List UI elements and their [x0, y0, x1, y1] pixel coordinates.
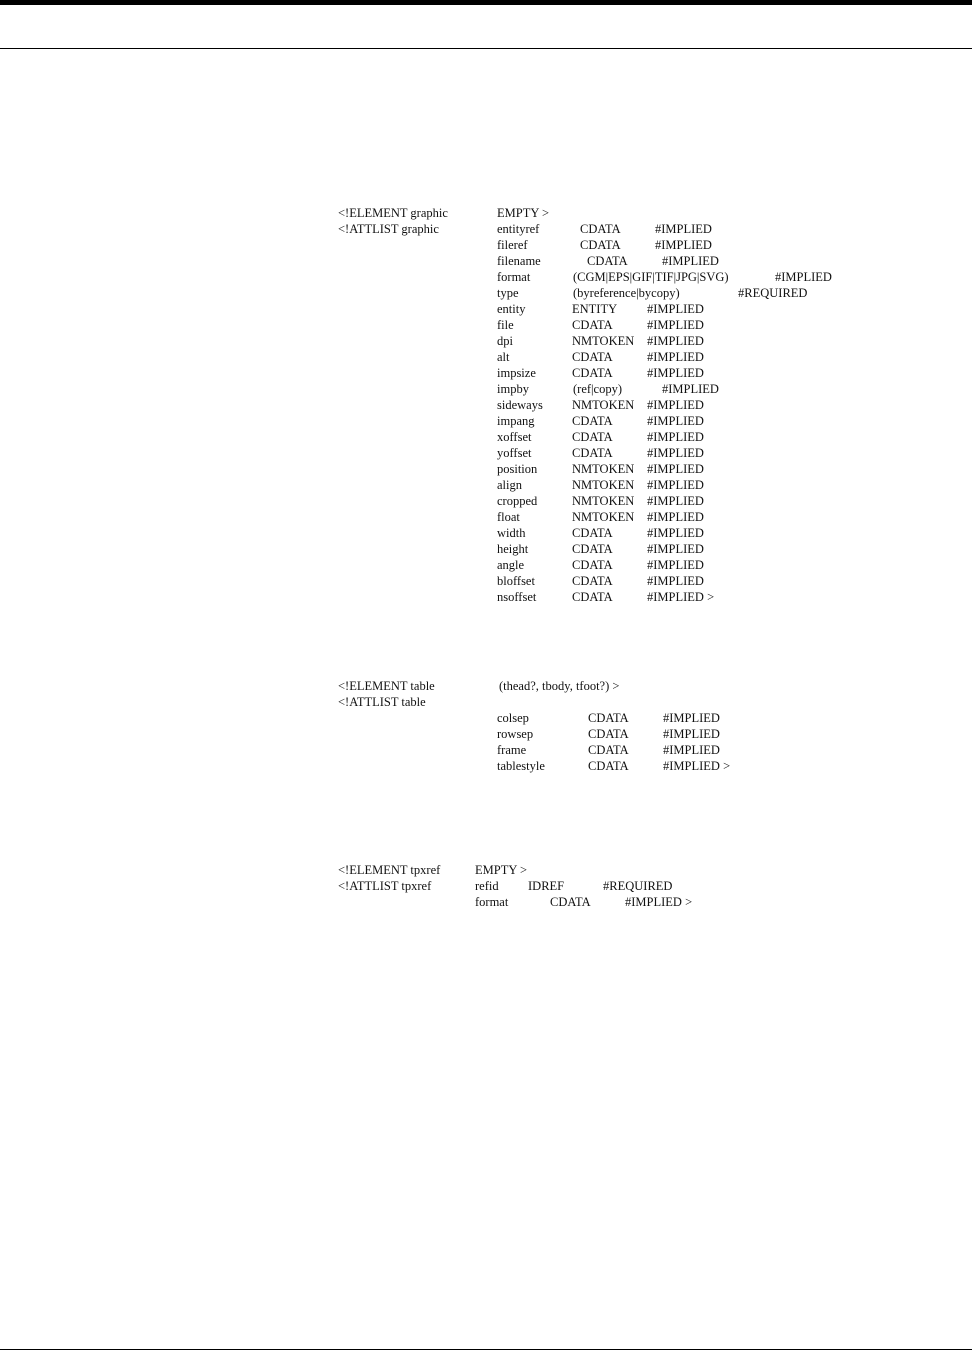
code-token: #IMPLIED: [647, 350, 704, 364]
code-token: #IMPLIED: [775, 270, 832, 284]
code-token: CDATA: [588, 727, 629, 741]
code-token: bloffset: [497, 574, 535, 588]
code-token: angle: [497, 558, 525, 572]
footer-rule: [0, 1349, 972, 1350]
code-token: #IMPLIED: [647, 430, 704, 444]
code-token: alt: [497, 350, 510, 364]
code-token: #IMPLIED: [663, 711, 720, 725]
code-token: CDATA: [550, 895, 591, 909]
code-token: format: [475, 895, 509, 909]
code-token: NMTOKEN: [572, 462, 635, 476]
code-token: #IMPLIED: [647, 462, 704, 476]
code-token: #IMPLIED >: [647, 590, 715, 604]
code-token: <!ATTLIST table: [338, 695, 426, 709]
code-token: #IMPLIED: [647, 446, 704, 460]
code-token: rowsep: [497, 727, 534, 741]
code-token: align: [497, 478, 522, 492]
code-token: NMTOKEN: [572, 334, 635, 348]
code-token: IDREF: [528, 879, 565, 893]
code-token: cropped: [497, 494, 538, 508]
code-token: frame: [497, 743, 527, 757]
code-token: <!ELEMENT graphic: [338, 206, 448, 220]
code-token: NMTOKEN: [572, 398, 635, 412]
code-token: <!ATTLIST tpxref: [338, 879, 432, 893]
code-token: CDATA: [588, 711, 629, 725]
code-token: EMPTY >: [497, 206, 550, 220]
code-token: dpi: [497, 334, 513, 348]
code-token: #IMPLIED: [663, 727, 720, 741]
code-token: impsize: [497, 366, 536, 380]
code-token: CDATA: [572, 318, 613, 332]
top-bar: [0, 0, 972, 5]
code-token: CDATA: [572, 350, 613, 364]
code-token: entityref: [497, 222, 540, 236]
code-token: CDATA: [588, 759, 629, 773]
code-token: yoffset: [497, 446, 532, 460]
code-token: float: [497, 510, 520, 524]
code-token: #IMPLIED: [647, 366, 704, 380]
code-token: #IMPLIED: [663, 743, 720, 757]
code-token: CDATA: [572, 590, 613, 604]
code-token: CDATA: [572, 366, 613, 380]
code-token: colsep: [497, 711, 529, 725]
code-token: #IMPLIED: [662, 254, 719, 268]
code-token: ENTITY: [572, 302, 618, 316]
code-token: #IMPLIED >: [663, 759, 731, 773]
code-token: <!ELEMENT table: [338, 679, 435, 693]
code-token: CDATA: [572, 526, 613, 540]
code-token: xoffset: [497, 430, 532, 444]
code-token: EMPTY >: [475, 863, 528, 877]
code-token: nsoffset: [497, 590, 537, 604]
code-token: CDATA: [588, 743, 629, 757]
code-token: #IMPLIED: [647, 318, 704, 332]
code-token: #IMPLIED: [647, 558, 704, 572]
code-token: #IMPLIED: [647, 542, 704, 556]
code-token: impby: [497, 382, 529, 396]
code-token: CDATA: [572, 574, 613, 588]
code-token: #IMPLIED: [655, 222, 712, 236]
code-token: CDATA: [572, 542, 613, 556]
code-token: filename: [497, 254, 541, 268]
code-token: #IMPLIED: [662, 382, 719, 396]
code-token: fileref: [497, 238, 528, 252]
code-token: type: [497, 286, 519, 300]
code-token: CDATA: [572, 558, 613, 572]
code-token: CDATA: [572, 446, 613, 460]
code-token: height: [497, 542, 529, 556]
code-token: #IMPLIED: [647, 478, 704, 492]
code-token: #IMPLIED: [647, 414, 704, 428]
code-token: tablestyle: [497, 759, 545, 773]
code-token: <!ELEMENT tpxref: [338, 863, 441, 877]
code-token: (thead?, tbody, tfoot?) >: [499, 679, 620, 693]
code-token: refid: [475, 879, 499, 893]
code-token: #IMPLIED: [647, 510, 704, 524]
header-rule: [0, 48, 972, 49]
code-token: NMTOKEN: [572, 494, 635, 508]
code-token: #IMPLIED >: [625, 895, 693, 909]
code-token: (CGM|EPS|GIF|TIF|JPG|SVG): [573, 270, 729, 284]
code-token: #IMPLIED: [647, 494, 704, 508]
code-token: #IMPLIED: [647, 526, 704, 540]
code-token: #IMPLIED: [647, 574, 704, 588]
code-token: position: [497, 462, 538, 476]
code-token: #IMPLIED: [647, 398, 704, 412]
code-token: CDATA: [587, 254, 628, 268]
code-token: CDATA: [580, 238, 621, 252]
code-token: file: [497, 318, 514, 332]
code-token: (ref|copy): [573, 382, 622, 396]
code-token: NMTOKEN: [572, 510, 635, 524]
code-token: #REQUIRED: [738, 286, 808, 300]
code-token: format: [497, 270, 531, 284]
code-token: CDATA: [572, 430, 613, 444]
code-token: #IMPLIED: [647, 302, 704, 316]
code-token: #IMPLIED: [647, 334, 704, 348]
code-token: width: [497, 526, 526, 540]
code-token: NMTOKEN: [572, 478, 635, 492]
code-token: entity: [497, 302, 526, 316]
code-token: <!ATTLIST graphic: [338, 222, 439, 236]
code-token: CDATA: [572, 414, 613, 428]
code-token: CDATA: [580, 222, 621, 236]
code-token: (byreference|bycopy): [573, 286, 680, 300]
code-token: #REQUIRED: [603, 879, 673, 893]
code-token: #IMPLIED: [655, 238, 712, 252]
code-token: sideways: [497, 398, 543, 412]
code-token: impang: [497, 414, 535, 428]
